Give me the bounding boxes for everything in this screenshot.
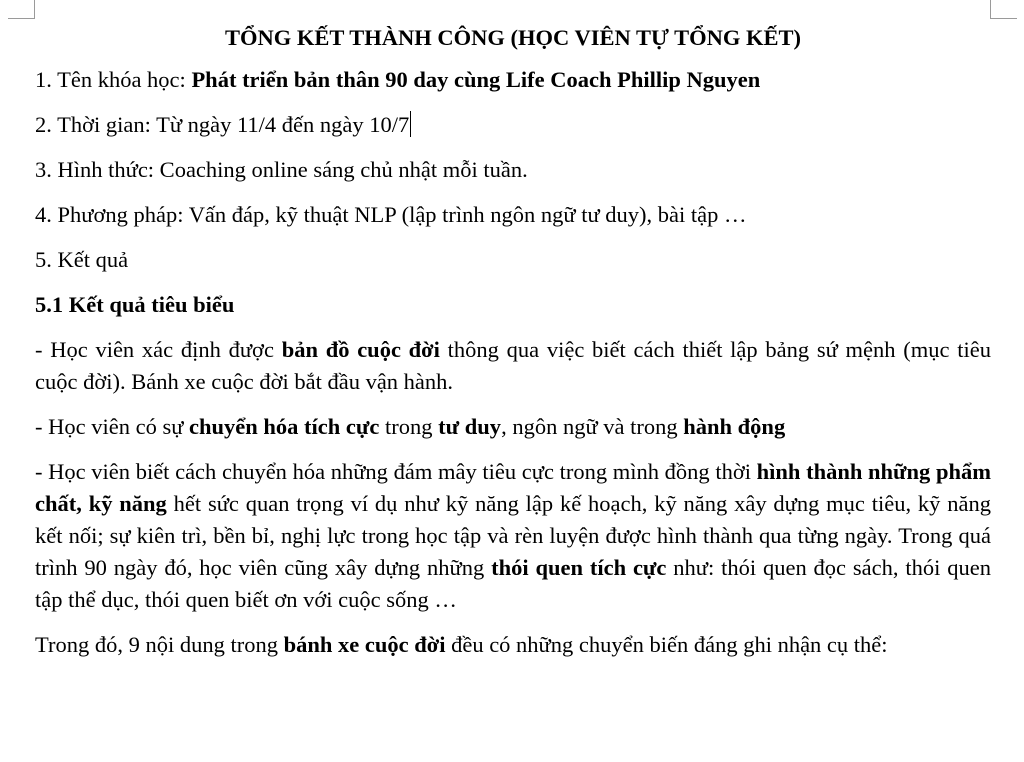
result-line: 5. Kết quả (35, 247, 129, 272)
time-line (35, 109, 991, 141)
closing-text-b: đều có những chuyển biến đáng ghi nhận cụ thể: (445, 632, 888, 657)
bullet-paragraph-1 (35, 334, 991, 398)
bullet-2-bold-b: tư duy (438, 414, 502, 439)
closing-bold-a: bánh xe cuộc đời (283, 632, 446, 657)
time-text: 2. Thời gian: Từ ngày 11/4 đến ngày 10/7 (35, 112, 410, 137)
bullet-2-text-c: , ngôn ngữ và trong (501, 414, 684, 439)
page-corner-mark-right (990, 0, 1017, 19)
bullet-3-text-a: - Học viên biết cách chuyển hóa những đám mây tiêu cực trong mình đồng thời (35, 459, 757, 484)
course-name-line (35, 64, 991, 96)
method-line: 4. Phương pháp: Vấn đáp, kỹ thuật NLP (lập trình ngôn ngữ tư duy), bài tập … (35, 202, 747, 227)
section-heading-5-1: 5.1 Kết quả tiêu biểu (35, 292, 235, 317)
page-corner-mark-left (8, 0, 35, 19)
bullet-2-bold-c: hành động (683, 414, 786, 439)
bullet-2-bold-a: chuyển hóa tích cực (189, 414, 380, 439)
text-cursor (410, 111, 411, 137)
bullet-3-text-b: hết sức quan trọng ví dụ như kỹ năng lập kế hoạch, kỹ năng xây dựng mục tiêu, kỹ năng kết nối; sự kiên trì, bền bỉ, nghị lực trong học tập và rèn luyện được hình thành qua từng ngày. Trong quá trình 90 ngày đó, học viên cũng xây dựng những (35, 491, 991, 580)
closing-text-a: Trong đó, 9 nội dung trong (35, 632, 284, 657)
bullet-2-text-a: - Học viên có sự (35, 414, 190, 439)
bullet-3-text-c: như: thói quen đọc sách, thói quen tập thể dục, thói quen biết ơn với cuộc sống … (35, 555, 991, 612)
document-title: TỔNG KẾT THÀNH CÔNG (HỌC VIÊN TỰ TỔNG KẾT) (225, 25, 801, 50)
document-page[interactable] (35, 22, 991, 674)
bullet-3-bold-b: thói quen tích cực (491, 555, 667, 580)
bullet-paragraph-2 (35, 411, 991, 443)
bullet-3-bold-a: hình thành những phẩm chất, kỹ năng (35, 459, 991, 516)
bullet-1-text-a: - Học viên xác định được (35, 337, 282, 362)
format-line: 3. Hình thức: Coaching online sáng chủ nhật mỗi tuần. (35, 157, 528, 182)
bullet-2-text-b: trong (379, 414, 439, 439)
course-name-label: 1. Tên khóa học: (35, 67, 192, 92)
course-name-value: Phát triển bản thân 90 day cùng Life Coach Phillip Nguyen (191, 67, 761, 92)
bullet-1-text-b: thông qua việc biết cách thiết lập bảng sứ mệnh (mục tiêu cuộc đời). Bánh xe cuộc đời bắt đầu vận hành. (35, 337, 991, 394)
closing-paragraph (35, 629, 991, 661)
bullet-paragraph-3 (35, 456, 991, 616)
bullet-1-bold-a: bản đồ cuộc đời (281, 337, 440, 362)
